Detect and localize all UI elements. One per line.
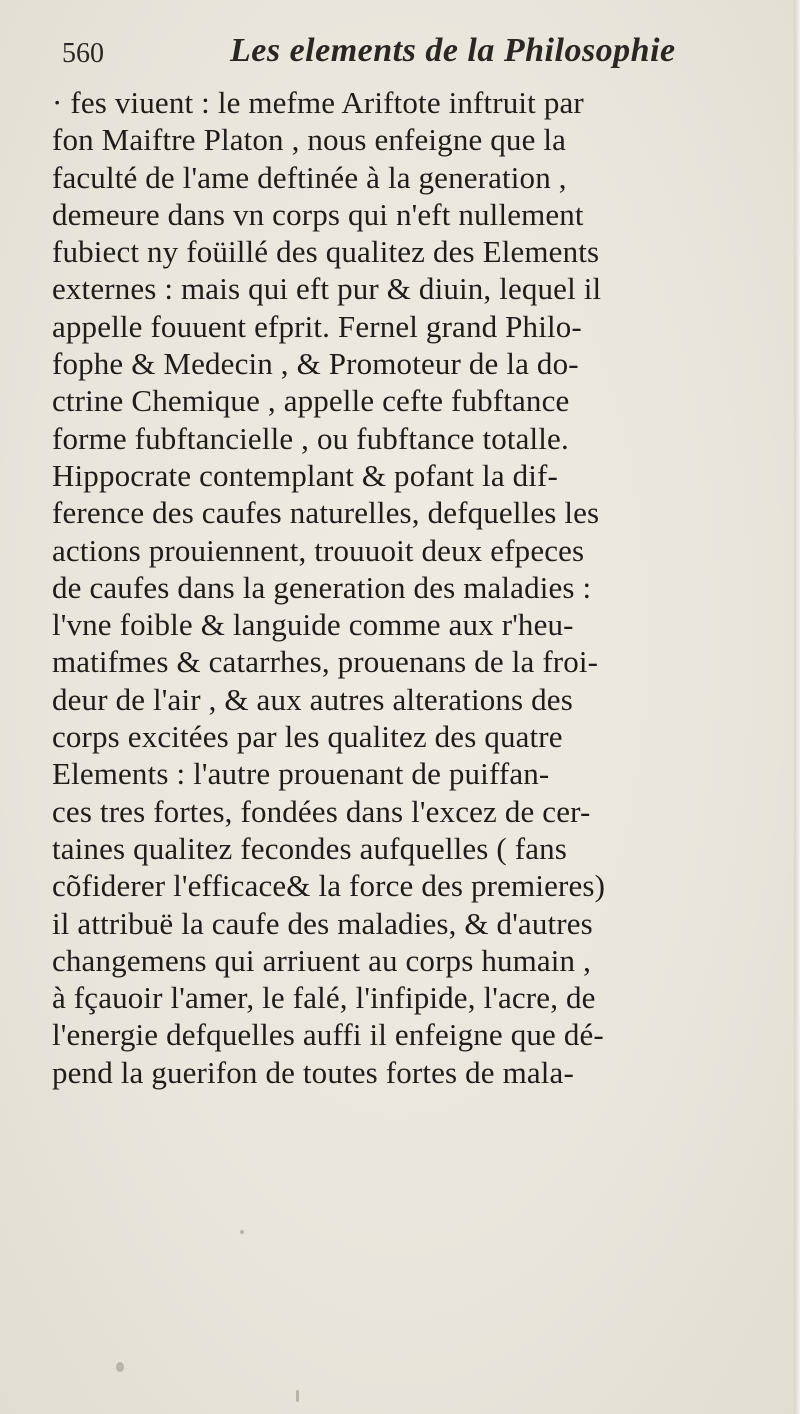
text-line: l'vne foible & languide comme aux r'heu- [52, 607, 574, 643]
text-line: deur de l'air , & aux autres alterations des [52, 681, 573, 717]
paper-speck [296, 1390, 299, 1402]
running-title: Les elements de la Philosophie [230, 32, 676, 69]
text-line: fubiect ny foüillé des qualitez des Elements [52, 234, 600, 270]
text-line: à fçauoir l'amer, le falé, l'infipide, l'acre, de [52, 980, 596, 1016]
text-line: corps excitées par les qualitez des quatre [52, 719, 563, 755]
text-line: taines qualitez fecondes aufquelles ( fans [52, 830, 567, 866]
text-line: pend la guerifon de toutes fortes de mala- [52, 1054, 574, 1090]
text-line: demeure dans vn corps qui n'eft nullement [52, 196, 584, 232]
text-line: · fes viuent : le mefme Ariftote inftruit par [52, 85, 584, 120]
text-line: fophe & Medecin , & Promoteur de la do- [52, 346, 579, 382]
text-line: faculté de l'ame deftinée à la generation , [52, 159, 567, 195]
text-line: fon Maiftre Platon , nous enfeigne que la [52, 122, 567, 158]
text-line: changemens qui arriuent au corps humain , [52, 942, 592, 978]
text-line: l'energie defquelles auffi il enfeigne que dé- [52, 1017, 604, 1053]
text-line: Hippocrate contemplant & pofant la dif- [52, 457, 558, 493]
paper-speck [116, 1362, 124, 1372]
page-header [58, 32, 758, 80]
text-line: ference des caufes naturelles, defquelles les [52, 495, 600, 531]
text-line: actions prouiennent, trouuoit deux efpeces [52, 532, 585, 568]
page-number: 560 [62, 38, 104, 69]
body-text [52, 84, 792, 1091]
text-line: forme fubftancielle , ou fubftance totalle. [52, 420, 569, 456]
text-line: ctrine Chemique , appelle cefte fubftance [52, 383, 570, 419]
text-line: de caufes dans la generation des maladies : [52, 569, 592, 605]
text-line: ces tres fortes, fondées dans l'excez de cer- [52, 793, 591, 829]
text-line: cõfiderer l'efficace& la force des premieres) [52, 868, 606, 904]
page-edge [794, 0, 800, 1414]
text-line: appelle fouuent efprit. Fernel grand Philo- [52, 308, 582, 344]
text-line: externes : mais qui eft pur & diuin, lequel il [52, 271, 602, 307]
paper-speck [240, 1230, 244, 1234]
text-line: il attribuë la caufe des maladies, & d'autres [52, 905, 593, 941]
text-line: matifmes & catarrhes, prouenans de la froi- [52, 644, 599, 680]
text-line: Elements : l'autre prouenant de puiffan- [52, 756, 550, 792]
